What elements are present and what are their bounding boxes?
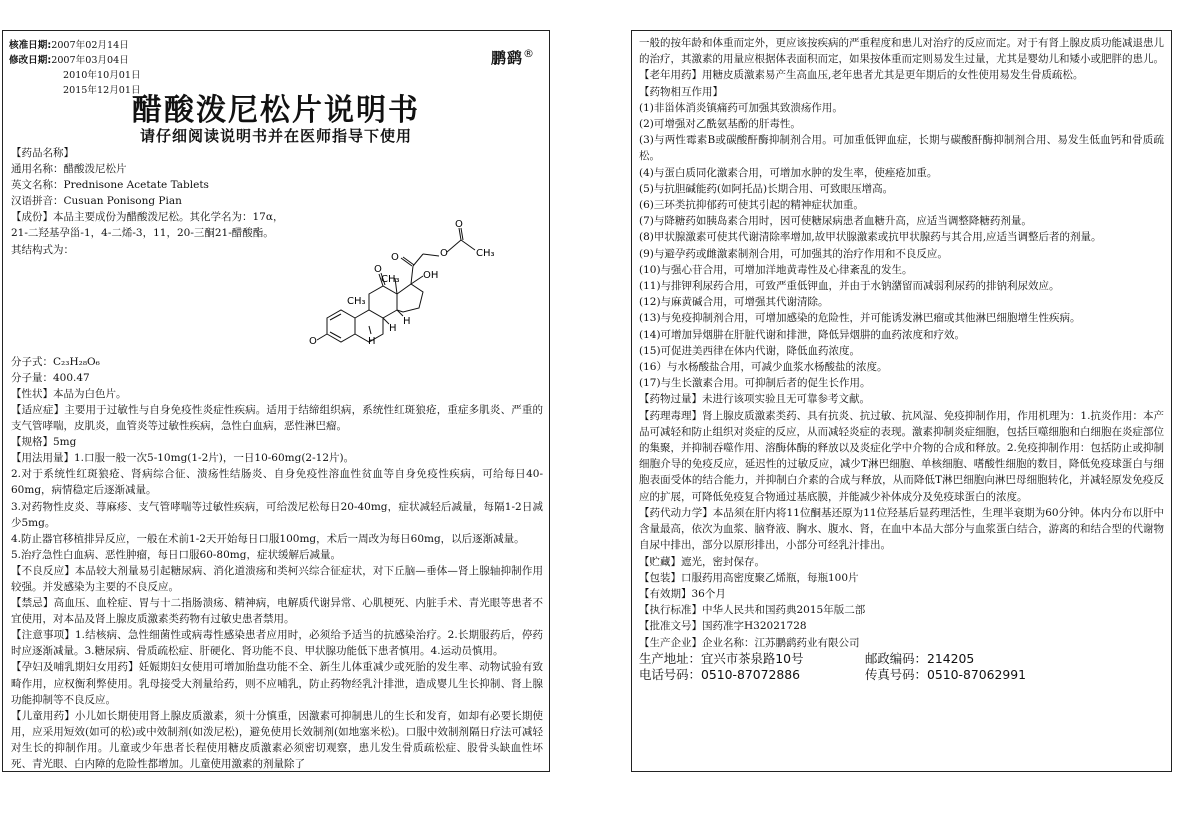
interaction-item: (6)三环类抗抑郁药可使其引起的精神症状加重。: [639, 199, 864, 212]
revise-date-value: 2010年10月01日: [63, 70, 141, 81]
section-heading: 【生产企业】: [639, 636, 702, 649]
section-heading: 【包装】: [639, 571, 681, 584]
section-approval: [639, 618, 1164, 634]
page-subtitle: 请仔细阅读说明书并在医师指导下使用: [139, 127, 412, 145]
section-usage: [11, 450, 543, 466]
interaction-item: (12)与麻黄碱合用，可增强其代谢清除。: [639, 296, 829, 309]
interaction-item: (2)可增强对乙酰氨基酚的肝毒性。: [639, 118, 801, 131]
interaction-item: (9)与避孕药或雌激素制剂合用，可加强其的治疗作用和不良反应。: [639, 247, 948, 260]
brand-logo: [491, 47, 535, 68]
section-properties: [11, 386, 543, 402]
revise-date-value: 2015年12月01日: [63, 85, 141, 96]
section-adverse-reactions: [11, 563, 543, 595]
usage-item: 4.防止器官移植排异反应，一般在术前1-2天开始每日口服100mg，术后一周改为每日60mg，以后逐渐减量。: [11, 532, 525, 545]
manufacturer-text: 企业名称：江苏鹏鹞药业有限公司: [702, 636, 860, 649]
section-pharmacology: [639, 408, 1164, 505]
leaflet-page-right: [631, 30, 1172, 772]
section-contraindications: [11, 595, 543, 627]
section-heading: 【用法用量】: [11, 452, 74, 465]
atom-ch3-lower: CH₃: [347, 295, 366, 307]
usage-text: 1.口服一般一次5-10mg(1-2片)，一日10-60mg(2-12片)。: [74, 452, 355, 465]
leaflet-page-left: [2, 30, 550, 772]
section-heading: 【成份】: [11, 211, 53, 224]
approval-text: 国药准字H32021728: [702, 620, 807, 633]
section-heading: 【执行标准】: [639, 604, 702, 617]
english-name: 英文名称：Prednisone Acetate Tablets: [11, 179, 209, 192]
atom-oh: OH: [423, 269, 439, 281]
section-heading: 【有效期】: [639, 587, 692, 600]
manufacturer-contact: [639, 651, 1164, 683]
section-heading: 【禁忌】: [11, 597, 54, 610]
interaction-item: (16）与水杨酸盐合用，可减少血浆水杨酸盐的浓度。: [639, 361, 888, 374]
spec-text: 5mg: [53, 436, 77, 449]
common-name: 通用名称：醋酸泼尼松片: [11, 163, 127, 176]
interaction-item: (10)与强心苷合用，可增加洋地黄毒性及心律紊乱的发生。: [639, 263, 913, 276]
molecular-weight: 分子量：400.47: [11, 371, 90, 384]
revise-date-label: 修改日期:: [9, 55, 52, 66]
approve-date-label: 核准日期:: [9, 40, 52, 51]
atom-h: H: [403, 315, 411, 327]
section-storage: [639, 554, 1164, 570]
page-title: 醋酸泼尼松片说明书: [132, 93, 420, 128]
expiry-text: 36个月: [691, 587, 726, 600]
ingredients-line2: 21-二羟基孕甾-1，4-二烯-3，11，20-三酮21-醋酸酯。: [11, 227, 274, 240]
standard-text: 中华人民共和国药典2015年版二部: [702, 604, 866, 617]
postcode: 邮政编码：214205: [865, 650, 975, 666]
interaction-item: (11)与排钾利尿药合用，可致严重低钾血，并由于水钠潴留而减弱利尿药的排钠利尿效应。: [639, 280, 1060, 293]
interaction-item: (3)与两性霉素B或碳酸酐酶抑制剂合用。可加重低钾血症，长期与碳酸酐酶抑制剂合用、易发生低血钙和骨质疏松。: [639, 134, 1164, 163]
section-heading: 【批准文号】: [639, 620, 702, 633]
contraindications-text: 高血压、血栓症、胃与十二指肠溃疡、精神病，电解质代谢异常、心肌梗死、内脏手术、青光眼等患者不宜使用，对本品及肾上腺皮质激素类药物有过敏史患者禁用。: [11, 597, 544, 626]
section-pharmacokinetics: [639, 505, 1164, 554]
usage-item: 5.治疗急性白血病、恶性肿瘤，每日口服60-80mg，症状缓解后减量。: [11, 548, 341, 561]
atom-o-keto3: O: [309, 335, 317, 347]
section-spec: [11, 434, 543, 450]
interaction-item: (13)与免疫抑制剂合用，可增加感染的危险性，并可能诱发淋巴瘤或其他淋巴细胞增生性疾病。: [639, 312, 1081, 325]
structural-formula: [307, 218, 507, 358]
storage-text: 遮光，密封保存。: [681, 555, 765, 568]
section-heading: 【注意事项】: [11, 629, 75, 642]
interaction-item: (14)可增加异烟肼在肝脏代谢和排泄，降低异烟肼的血药浓度和疗效。: [639, 328, 966, 341]
section-indications: [11, 402, 543, 434]
adverse-reactions-text: 本品较大剂量易引起糖尿病、消化道溃疡和类柯兴综合征症状，对下丘脑—垂体—肾上腺轴抑制作用较强。并发感染为主要的不良反应。: [11, 564, 544, 593]
section-heading: 【药代动力学】: [639, 506, 713, 519]
molecular-formula: 分子式：C₂₃H₂₈O₆: [11, 355, 100, 368]
interaction-item: (8)甲状腺激素可使其代谢清除率增加,故甲状腺激素或抗甲状腺药与其合用,应适当调整后者的剂量。: [639, 231, 1102, 244]
overdose-text: 未进行该项实验且无可靠参考文献。: [702, 393, 870, 406]
usage-item: 2.对于系统性红斑狼疮、肾病综合征、溃疡性结肠炎、自身免疫性溶血性贫血等自身免疫性疾病，可给每日40-60mg，病情稳定后逐渐减量。: [11, 468, 543, 497]
section-heading: 【药物过量】: [639, 393, 702, 406]
phone-number: 电话号码：0510-87072886: [639, 666, 801, 682]
atom-ch3-upper: CH₃: [381, 273, 400, 285]
section-heading: 【药理毒理】: [639, 409, 703, 422]
pediatric-text: 小儿如长期使用肾上腺皮质激素，须十分慎重，因激素可抑制患儿的生长和发育，如却有必要长期使用，应采用短效(如可的松)或中效制剂(如泼尼松)，避免使用长效制剂(如地塞米松)。口服中效制剂隔日疗法可减轻对生长的抑制作用。儿童或少年患者长程使用糖皮质激素必须密切观察，患儿发生骨质疏松症、股骨头缺血性坏死、青光眼、白内障的危险性都增加。儿童使用激素的剂量除了: [11, 709, 544, 770]
factory-address: 生产地址：宜兴市茶泉路10号: [639, 650, 804, 666]
interaction-item: (5)与抗胆碱能药(如阿托品)长期合用、可致眼压增高。: [639, 182, 894, 195]
brand-logo-text: 鹏鹞: [490, 49, 523, 67]
atom-o-top: O: [391, 251, 399, 263]
section-heading: 【性状】: [11, 387, 53, 400]
atom-ch3-acetyl: CH₃: [476, 247, 495, 259]
section-heading: 【儿童用药】: [11, 709, 75, 722]
section-heading: 【适应症】: [11, 403, 65, 416]
approve-date-value: 2007年02月14日: [51, 40, 129, 51]
fax-number: 传真号码：0510-87062991: [865, 666, 1027, 682]
right-body: [639, 35, 1164, 683]
usage-item: 3.对药物性皮炎、荨麻疹、支气管哮喘等过敏性疾病，可给泼尼松每日20-40mg，症状减轻后减量，每隔1-2日减少5mg。: [11, 500, 543, 529]
section-heading: 【孕妇及哺乳期妇女用药】: [11, 661, 139, 674]
section-heading: 【老年用药】: [639, 69, 702, 82]
section-pregnancy: [11, 659, 543, 707]
precautions-text: 1.结核病、急性细菌性或病毒性感染患者应用时，必须给予适当的抗感染治疗。2.长期服药后，停药时应逐渐减量。3.糖尿病、骨质疏松症、肝硬化、肾功能不良、甲状腺功能低下患者慎用。4.运动员慎用。: [11, 629, 543, 658]
section-manufacturer: [639, 635, 1164, 651]
interaction-item: (4)与蛋白质同化激素合用，可增加水肿的发生率，使痤疮加重。: [639, 166, 938, 179]
section-standard: [639, 602, 1164, 618]
pharmacokinetics-text: 本品须在肝内将11位酮基还原为11位羟基后显药理活性，生理半衰期为60分钟。体内分布以肝中含量最高，依次为血浆、脑脊液、胸水、腹水、肾，在血中本品大部分与血浆蛋白结合，游离的和结合型的代谢物自尿中排出，部分以原形排出，小部分可经乳汁排出。: [639, 506, 1164, 552]
atom-h: H: [389, 322, 397, 334]
section-heading: 【规格】: [11, 436, 53, 449]
section-expiry: [639, 586, 1164, 602]
section-precautions: [11, 627, 543, 659]
pharmacology-text: 肾上腺皮质激素类药、具有抗炎、抗过敏、抗风湿、免疫抑制作用，作用机理为：1.抗炎作用：本产品可减轻和防止组织对炎症的反应，从而减轻炎症的表现。激素抑制炎症细胞，包括巨噬细胞和白细胞在炎症部位的集聚，并抑制吞噬作用、溶酶体酶的释放以及炎症化学中介物的合成和释放。2.免疫抑制作用：包括防止或抑制细胞介导的免疫反应，延迟性的过敏反应，减少T淋巴细胞、单核细胞、嗜酸性细胞的数目，降低免疫球蛋白与细胞表面受体的结合能力，并抑制白介素的合成与释放，从而降低T淋巴细胞向淋巴母细胞转化，并减轻原发免疫反应的扩展，可降低免疫复合物通过基底膜，并能减少补体成分及免疫球蛋白的浓度。: [639, 409, 1164, 503]
section-heading: 【药品名称】: [11, 147, 74, 159]
interaction-item: (17)与生长激素合用。可抑制后者的促生长作用。: [639, 377, 871, 390]
pregnancy-text: 妊娠期妇女使用可增加胎盘功能不全、新生儿体重减少或死胎的发生率、动物试验有致畸作用，应权衡利弊使用。乳母接受大剂量给药，则不应哺乳，防止药物经乳汁排泄，造成婴儿生长抑制、肾上腺功能抑制等不良反应。: [11, 661, 544, 706]
properties-text: 本品为白色片。: [53, 387, 127, 400]
section-overdose: [639, 391, 1164, 407]
revise-date-value: 2007年03月04日: [51, 55, 129, 66]
atom-h: H: [368, 335, 376, 347]
geriatric-text: 用糖皮质激素易产生高血压,老年患者尤其是更年期后的女性使用易发生骨质疏松。: [702, 69, 1084, 82]
interaction-item: (1)非甾体消炎镇痛药可加强其致溃疡作用。: [639, 101, 843, 114]
section-heading: 【药物相互作用】: [639, 85, 723, 98]
ingredients-text: 本品主要成份为醋酸泼尼松。其化学名为：17α，: [53, 211, 284, 224]
indications-text: 主要用于过敏性与自身免疫性炎症性疾病。适用于结缔组织病，系统性红斑狼疮，重症多肌炎、严重的支气管哮喘，皮肌炎，血管炎等过敏性疾病，急性白血病，恶性淋巴瘤。: [11, 403, 544, 433]
section-heading: 【不良反应】: [11, 564, 75, 577]
atom-o-keto11: O: [374, 263, 382, 275]
section-geriatric: [639, 67, 1164, 83]
interaction-item: (7)与降糖药如胰岛素合用时，因可使糖尿病患者血糖升高，应适当调整降糖药剂量。: [639, 215, 1032, 228]
pinyin-name: 汉语拼音：Cusuan Ponisong Pian: [11, 195, 182, 208]
section-heading: 【贮藏】: [639, 555, 681, 568]
atom-o-carbonyl: O: [455, 218, 463, 230]
atom-o-ester: O: [440, 247, 448, 259]
package-text: 口服药用高密度聚乙烯瓶，每瓶100片: [681, 571, 859, 584]
section-pediatric: [11, 708, 543, 772]
interaction-item: (15)可促进美西律在体内代谢，降低血药浓度。: [639, 344, 861, 357]
pediatric-continued: 一般的按年龄和体重而定外，更应该按疾病的严重程度和患儿对治疗的反应而定。对于有肾上腺皮质功能减退患儿的治疗，其激素的用量应根据体表面积而定，如果按体重而定则易发生过量，尤其是婴幼儿和矮小或肥胖的患儿。: [639, 37, 1164, 66]
left-body: [11, 145, 543, 772]
section-package: [639, 570, 1164, 586]
structure-label: 其结构式为：: [11, 243, 74, 256]
registered-mark: ®: [523, 47, 535, 60]
